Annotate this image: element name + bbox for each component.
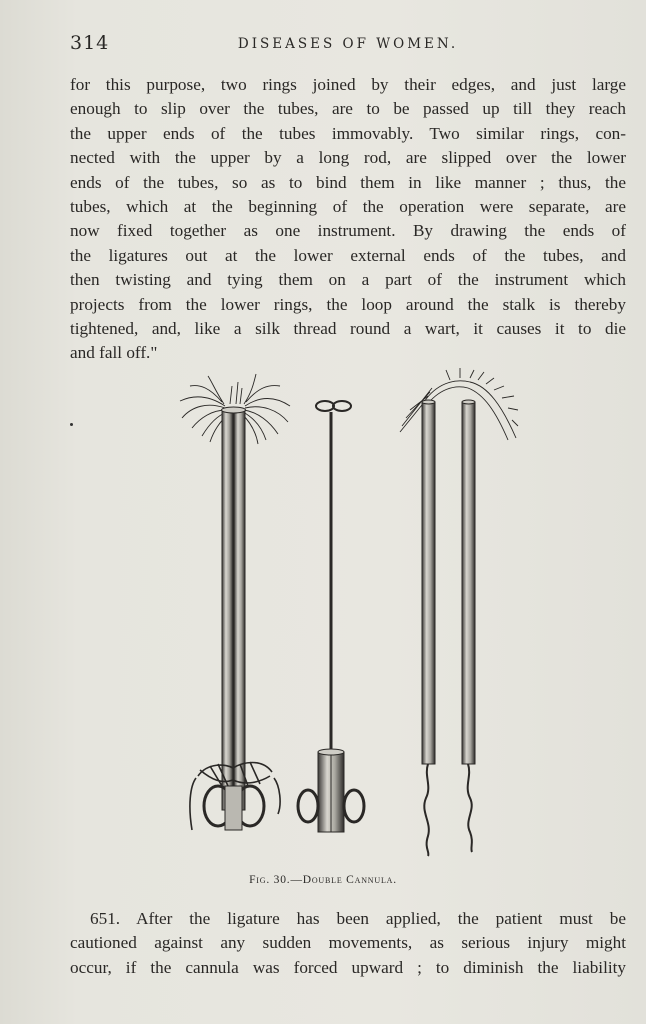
text-line: now fixed together as one instrument. By drawing the ends of xyxy=(70,221,626,241)
text-line: tubes, which at the beginning of the operation were separate, are xyxy=(70,196,626,216)
assembled-cannula xyxy=(180,374,290,830)
separate-tubes xyxy=(400,368,518,856)
rod-with-rings xyxy=(298,401,364,832)
text-line: occur, if the cannula was forced upward ; to diminish the liability xyxy=(70,957,626,977)
text-line: enough to slip over the tubes, are to be passed up till they reach xyxy=(70,99,626,119)
paragraph-651 xyxy=(70,907,626,980)
double-cannula-illustration xyxy=(170,366,530,866)
page-number: 314 xyxy=(70,32,110,54)
text-line: then twisting and tying them on a part of the instrument which xyxy=(70,270,626,290)
text-line: 651. After the ligature has been applied, the patient must be xyxy=(90,909,626,928)
text-line: ends of the tubes, so as to bind them in like manner ; thus, the xyxy=(70,172,626,192)
text-line: the ligatures out at the lower external ends of the tubes, and xyxy=(70,245,626,265)
text-line: for this purpose, two rings joined by their edges, and just large xyxy=(70,75,626,94)
text-line: projects from the lower rings, the loop around the stalk is thereby xyxy=(70,294,626,314)
figure-caption: Fig. 30.—Double Cannula. xyxy=(249,874,397,886)
text-line: and fall off." xyxy=(70,343,158,363)
page-header xyxy=(70,32,626,58)
running-title: DISEASES OF WOMEN. xyxy=(237,36,459,52)
text-line: tightened, and, like a silk thread round a wart, it causes it to die xyxy=(70,318,626,338)
text-line: nected with the upper by a long rod, are slipped over the lower xyxy=(70,148,626,168)
ink-speck xyxy=(70,423,73,426)
text-line: cautioned against any sudden movements, as serious injury might xyxy=(70,933,626,953)
text-line: the upper ends of the tubes immovably. Two similar rings, con- xyxy=(70,123,626,143)
paragraph-continuation xyxy=(70,73,626,366)
